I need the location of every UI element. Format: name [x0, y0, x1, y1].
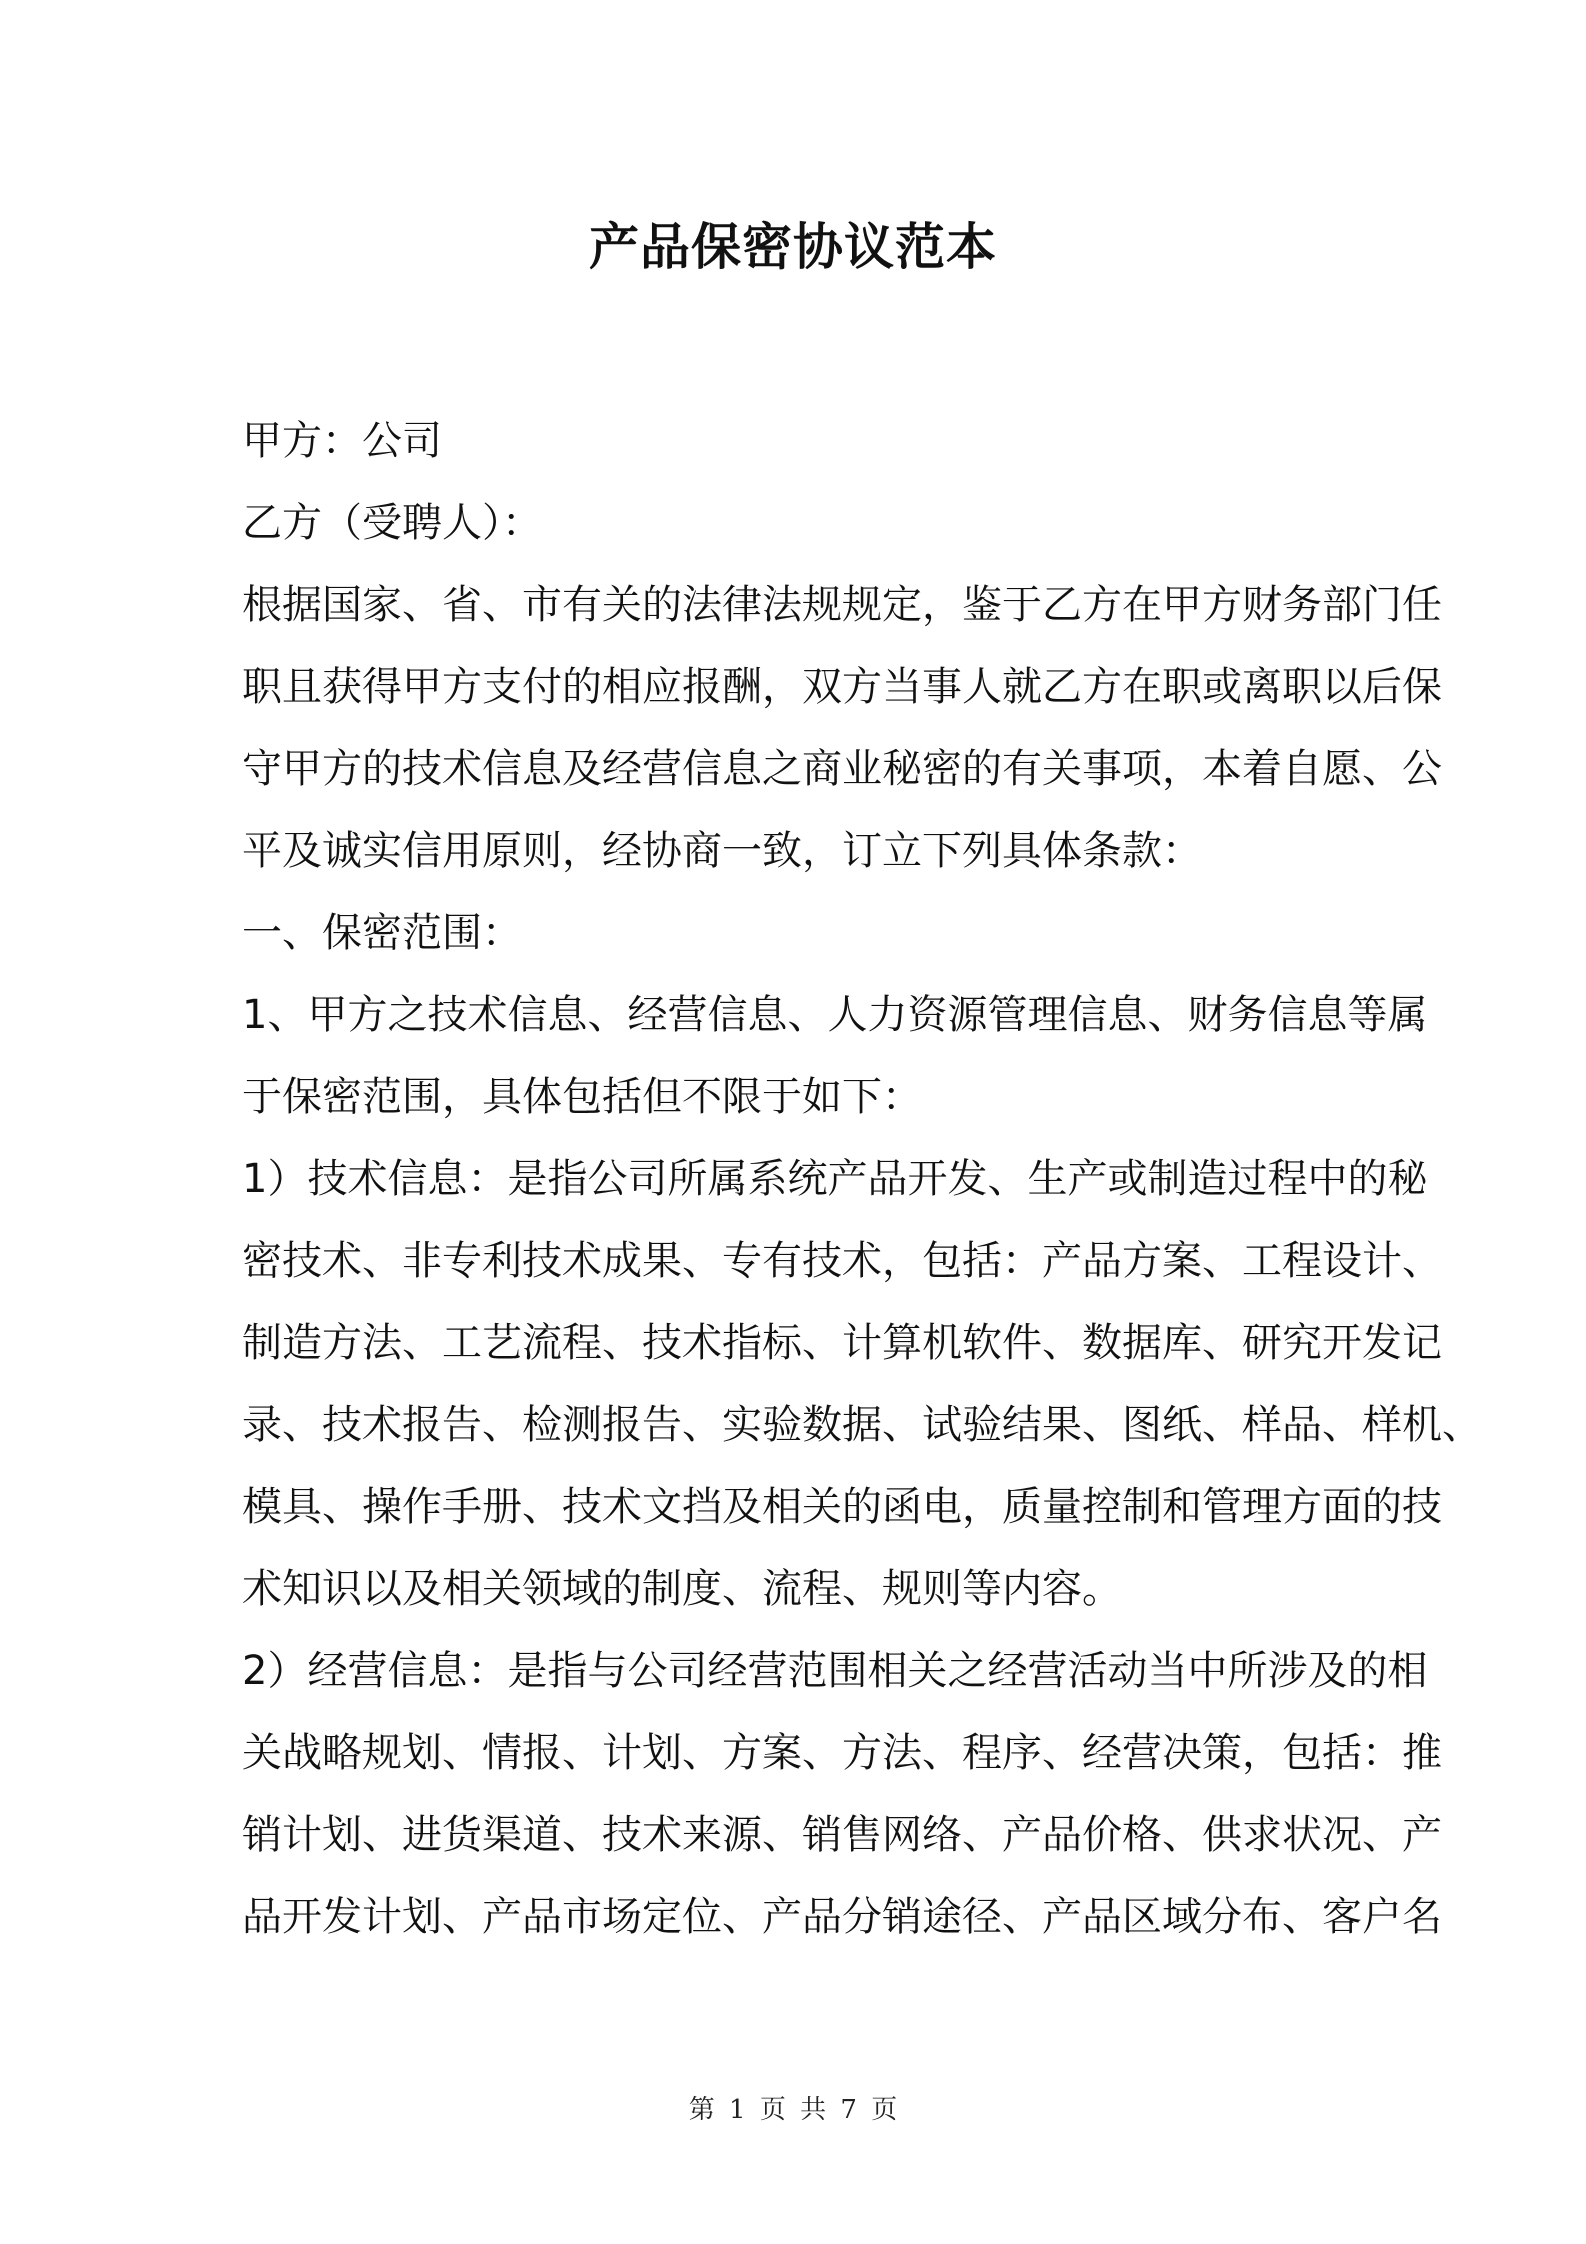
paragraph-line: 销计划、进货渠道、技术来源、销售网络、产品价格、供求状况、产 — [242, 1812, 1442, 1858]
paragraph-line: 模具、操作手册、技术文挡及相关的函电，质量控制和管理方面的技 — [242, 1484, 1442, 1530]
paragraph-line: 守甲方的技术信息及经营信息之商业秘密的有关事项，本着自愿、公 — [242, 746, 1442, 792]
party-b-line: 乙方（受聘人）： — [242, 500, 542, 546]
paragraph-line: 密技术、非专利技术成果、专有技术，包括：产品方案、工程设计、 — [242, 1238, 1442, 1284]
paragraph-line: 录、技术报告、检测报告、实验数据、试验结果、图纸、样品、样机、 — [242, 1402, 1482, 1448]
paragraph-line: 1）技术信息：是指公司所属系统产品开发、生产或制造过程中的秘 — [242, 1156, 1428, 1202]
paragraph-line: 根据国家、省、市有关的法律法规规定，鉴于乙方在甲方财务部门任 — [242, 582, 1442, 628]
paragraph-line: 关战略规划、情报、计划、方案、方法、程序、经营决策，包括：推 — [242, 1730, 1442, 1776]
paragraph-line: 2）经营信息：是指与公司经营范围相关之经营活动当中所涉及的相 — [242, 1648, 1428, 1694]
page-number-footer: 第 1 页 共 7 页 — [688, 2095, 898, 2125]
party-a-line: 甲方：公司 — [242, 418, 442, 464]
paragraph-line: 于保密范围，具体包括但不限于如下： — [242, 1074, 922, 1120]
document-title: 产品保密协议范本 — [589, 218, 997, 276]
paragraph-line: 1、甲方之技术信息、经营信息、人力资源管理信息、财务信息等属 — [242, 992, 1428, 1038]
document-body — [242, 400, 1482, 1958]
paragraph-line: 术知识以及相关领域的制度、流程、规则等内容。 — [242, 1566, 1122, 1612]
paragraph-line: 制造方法、工艺流程、技术指标、计算机软件、数据库、研究开发记 — [242, 1320, 1442, 1366]
section-heading: 一、保密范围： — [242, 910, 522, 956]
paragraph-line: 职且获得甲方支付的相应报酬，双方当事人就乙方在职或离职以后保 — [242, 664, 1442, 710]
paragraph-line: 平及诚实信用原则，经协商一致，订立下列具体条款： — [242, 828, 1202, 874]
paragraph-line: 品开发计划、产品市场定位、产品分销途径、产品区域分布、客户名 — [242, 1894, 1442, 1940]
